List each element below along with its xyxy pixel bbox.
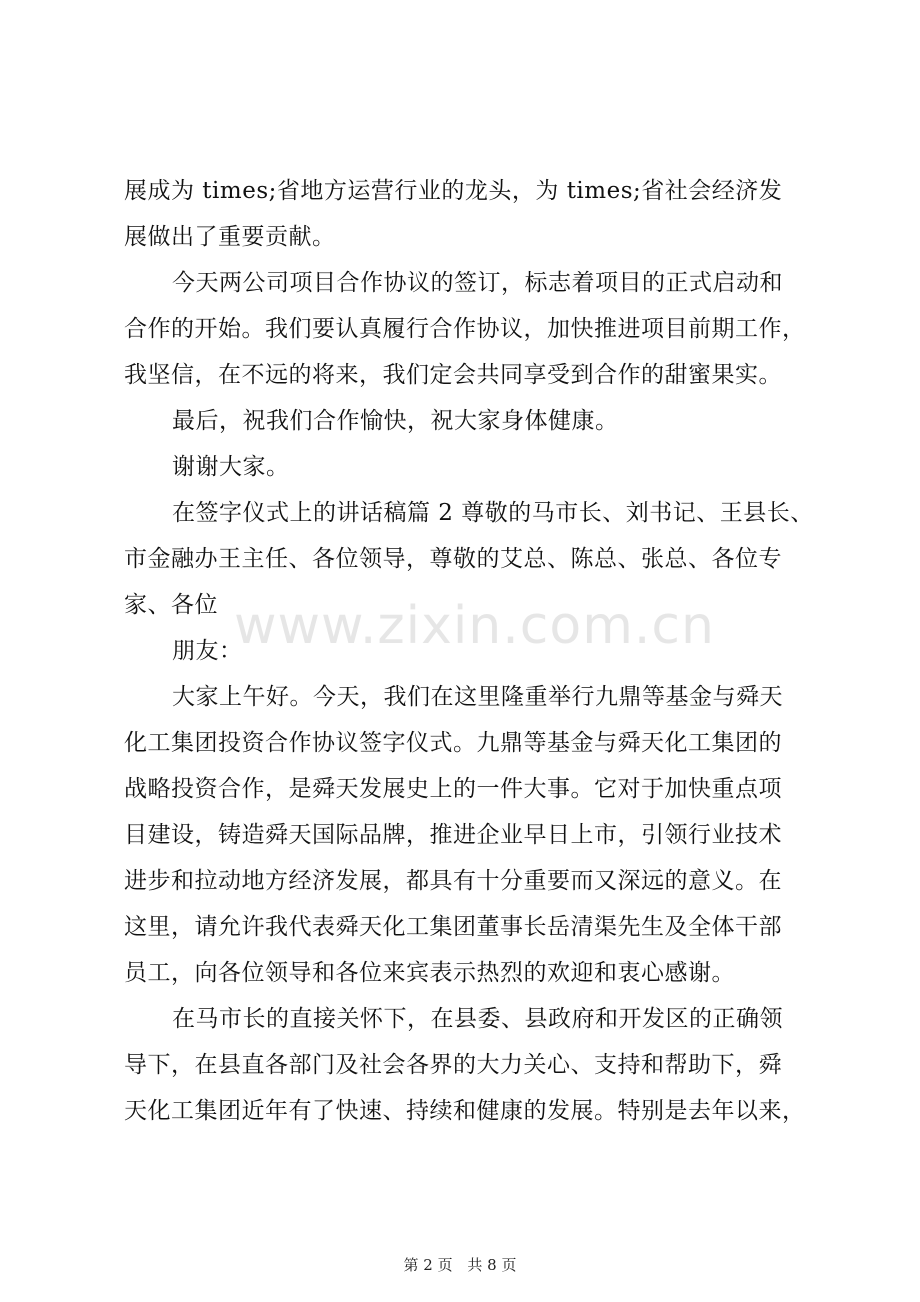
text-line: 战略投资合作，是舜天发展史上的一件大事。它对于加快重点项 — [124, 776, 782, 802]
text-line: 今天两公司项目合作协议的签订，标志着项目的正式启动和 — [172, 270, 783, 296]
text-line: 进步和拉动地方经济发展，都具有十分重要而又深远的意义。在 — [124, 868, 782, 894]
document-body — [124, 168, 814, 1134]
text-line: 谢谢大家。 — [172, 454, 290, 480]
page-number: 第 2 页 — [403, 1256, 453, 1274]
text-line: 目建设，铸造舜天国际品牌，推进企业早日上市，引领行业技术 — [124, 822, 782, 848]
text-line: 化工集团投资合作协议签字仪式。九鼎等基金与舜天化工集团的 — [124, 730, 782, 756]
text-line: 最后，祝我们合作愉快，祝大家身体健康。 — [172, 408, 619, 434]
text-line: 这里，请允许我代表舜天化工集团董事长岳清渠先生及全体干部 — [124, 914, 782, 940]
text-line: 在马市长的直接关怀下，在县委、县政府和开发区的正确领 — [172, 1006, 783, 1032]
text-line: 员工，向各位领导和各位来宾表示热烈的欢迎和衷心感谢。 — [124, 960, 735, 986]
text-line: 大家上午好。今天，我们在这里隆重举行九鼎等基金与舜天 — [172, 684, 783, 710]
text-line: 市金融办王主任、各位领导，尊敬的艾总、陈总、张总、各位专 — [124, 546, 782, 572]
text-line: 导下，在县直各部门及社会各界的大力关心、支持和帮助下，舜 — [124, 1052, 782, 1078]
text-line: 天化工集团近年有了快速、持续和健康的发展。特别是去年以来， — [124, 1098, 806, 1124]
text-line: 合作的开始。我们要认真履行合作协议，加快推进项目前期工作， — [124, 316, 806, 342]
watermark-text: www.zixin.com.cn — [234, 596, 715, 656]
page-total: 共 8 页 — [467, 1256, 517, 1274]
text-line: 展做出了重要贡献。 — [124, 224, 336, 250]
text-line: 展成为 times;省地方运营行业的龙头，为 times;省社会经济发 — [124, 178, 783, 204]
text-line: 家、各位 — [124, 592, 218, 618]
page-footer — [0, 1254, 920, 1275]
text-line: 我坚信，在不远的将来，我们定会共同享受到合作的甜蜜果实。 — [124, 362, 782, 388]
text-line: 在签字仪式上的讲话稿篇 2 尊敬的马市长、刘书记、王县长、 — [172, 500, 814, 526]
text-line: 朋友： — [172, 638, 243, 664]
